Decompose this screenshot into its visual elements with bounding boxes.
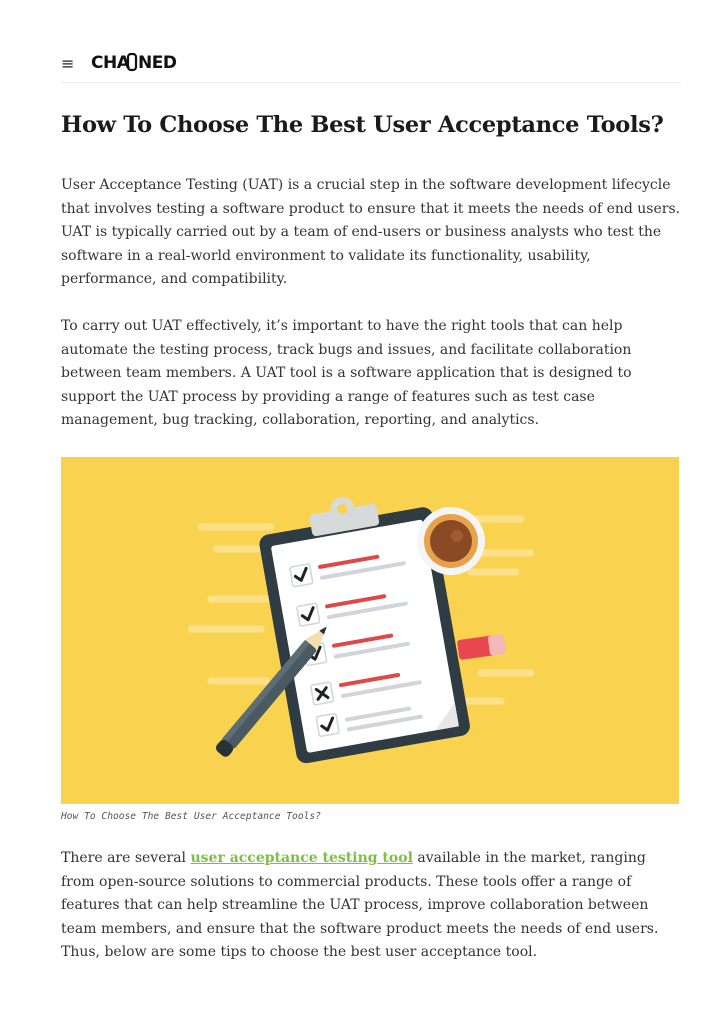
chained-logo-icon xyxy=(91,52,177,73)
svg-text:CHA: CHA xyxy=(91,53,130,73)
site-logo[interactable] xyxy=(91,52,177,77)
paragraph-text-before-link: There are several xyxy=(61,850,191,866)
tools-overview-paragraph xyxy=(61,847,681,965)
svg-text:NED: NED xyxy=(138,53,177,73)
article-title: How To Choose The Best User Acceptance Tools? xyxy=(61,112,664,138)
uat-tool-link[interactable]: user acceptance testing tool xyxy=(190,850,413,866)
image-caption: How To Choose The Best User Acceptance Tools? xyxy=(61,811,321,822)
clipboard-checklist-illustration xyxy=(61,457,679,804)
intro-paragraph: User Acceptance Testing (UAT) is a crucial step in the software development lifecycle that involves testing a software product to ensure that it meets the needs of end users. UAT is typically carried out by a team of end-users or business analysts who test the software in a real-world environment to validate its functionality, usability, performance, and compatibility. xyxy=(61,177,681,288)
hamburger-menu-icon[interactable]: ≡ xyxy=(61,54,75,73)
hero-image xyxy=(61,457,679,804)
paragraph-text-after-link: available in the market, ranging from open-source solutions to commercial products. These tools offer a range of features that can help streamline the UAT process, improve collaboration between team members, and ensure that the software product meets the needs of end users. Thus, below are some tips to choose the best user acceptance tool. xyxy=(61,850,659,961)
site-header xyxy=(61,48,681,83)
tools-paragraph: To carry out UAT effectively, it’s important to have the right tools that can help automate the testing process, track bugs and issues, and facilitate collaboration between team members. A UAT tool is a software application that is designed to support the UAT process by providing a range of features such as test case management, bug tracking, collaboration, reporting, and analytics. xyxy=(61,318,632,429)
